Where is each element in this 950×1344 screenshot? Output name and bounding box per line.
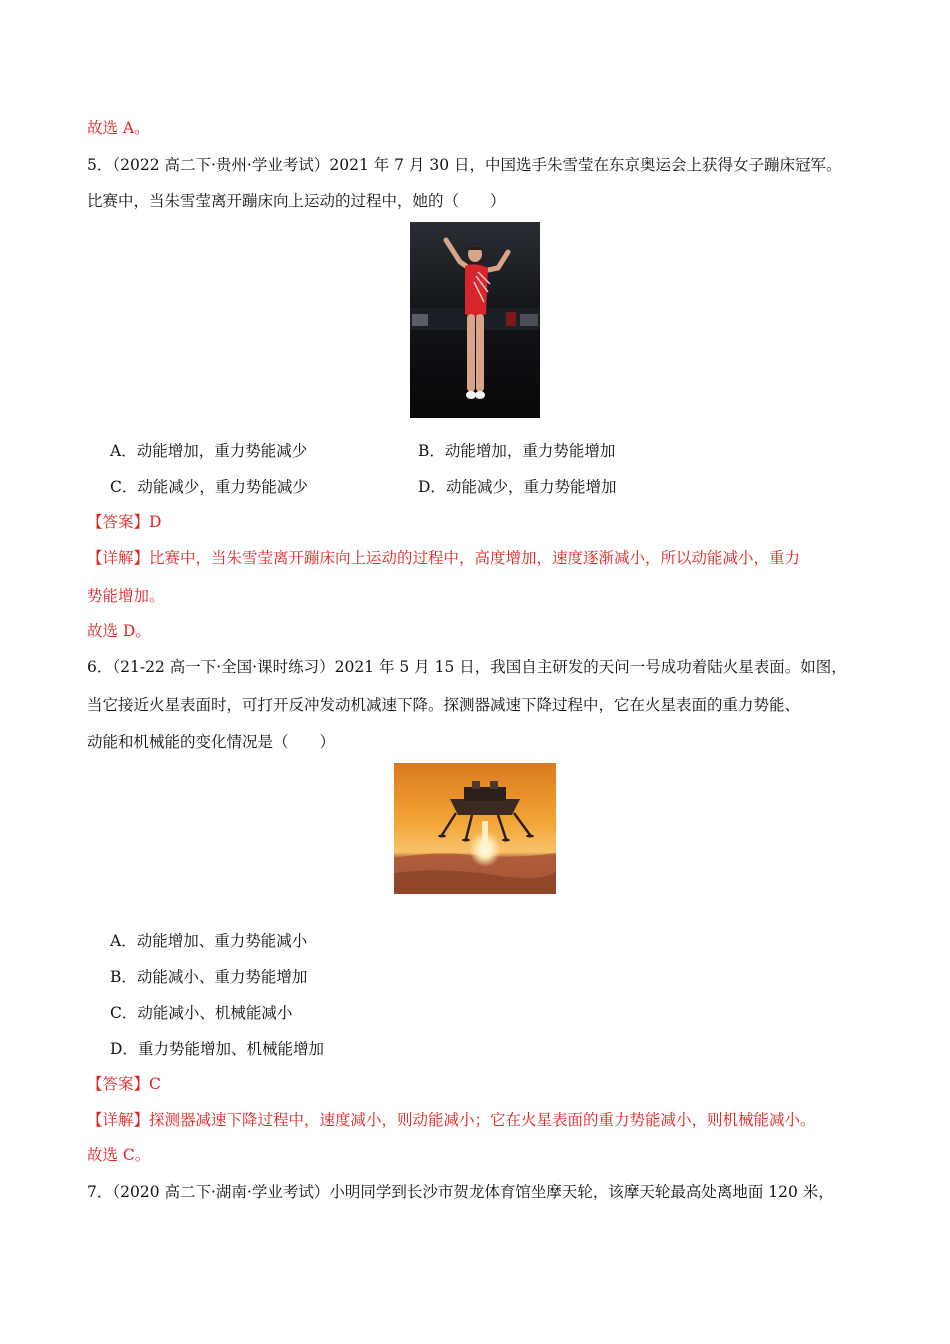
- q6-option-c: [110, 1003, 292, 1023]
- q5-stem-line2: 比赛中，当朱雪莹离开蹦床向上运动的过程中，她的（ ）: [87, 192, 506, 210]
- q5-option-b-text: 动能增加，重力势能增加: [444, 442, 616, 460]
- q6-conclusion: 故选 C。: [87, 1146, 151, 1164]
- q6-answer-tag: 【答案】: [87, 1075, 150, 1093]
- q7-stem-text: 小明同学到长沙市贺龙体育馆坐摩天轮，该摩天轮最高处离地面 120 米，: [329, 1183, 834, 1201]
- q6-option-d-text: 重力势能增加、机械能增加: [137, 1040, 324, 1058]
- q5-option-a-text: 动能增加，重力势能减少: [136, 442, 308, 460]
- q5-answer-value: D: [149, 513, 162, 531]
- q5-source: （2022 高二下·贵州·学业考试）: [112, 156, 330, 174]
- q6-number: 6．: [87, 658, 113, 676]
- q5-option-d-text: 动能减少，重力势能增加: [445, 478, 617, 496]
- q5-analysis-tag: 【详解】: [87, 549, 150, 567]
- q5-number: 5．: [87, 156, 113, 174]
- q6-option-a-text: 动能增加、重力势能减小: [136, 932, 308, 950]
- mars-lander-illustration: [394, 763, 556, 894]
- q5-answer: [87, 512, 161, 532]
- q5-stem-line1: [87, 155, 842, 175]
- q5-option-d-label: D．: [418, 478, 446, 496]
- q5-conclusion: 故选 D。: [87, 622, 151, 640]
- q6-answer-value: C: [149, 1075, 161, 1093]
- q6-analysis-tag: 【详解】: [87, 1111, 150, 1129]
- mars-lander-photo: [394, 763, 556, 894]
- q5-option-c-label: C．: [110, 478, 138, 496]
- q6-option-d-label: D．: [110, 1040, 138, 1058]
- q5-analysis-text: 比赛中，当朱雪莹离开蹦床向上运动的过程中，高度增加，速度逐渐减小，所以动能减小，重力: [149, 549, 801, 567]
- q6-option-d: [110, 1039, 324, 1059]
- q6-option-a: [110, 931, 307, 951]
- q7-stem-line1: [87, 1182, 834, 1202]
- q5-analysis-line1: [87, 548, 800, 568]
- q5-option-d: [418, 477, 616, 497]
- q5-option-c: [110, 477, 308, 497]
- q5-option-a-label: A．: [110, 442, 137, 460]
- trampoline-athlete-photo: [410, 222, 540, 418]
- q6-stem-line3: 动能和机械能的变化情况是（ ）: [87, 733, 336, 751]
- q6-answer: [87, 1074, 161, 1094]
- trampoline-athlete-illustration: [410, 222, 540, 418]
- q6-source: （21-22 高一下·全国·课时练习）: [112, 658, 335, 676]
- q6-stem-line2: 当它接近火星表面时，可打开反冲发动机减速下降。探测器减速下降过程中，它在火星表面的重力势能、: [87, 696, 801, 714]
- q7-source: （2020 高二下·湖南·学业考试）: [112, 1183, 330, 1201]
- q5-option-b: [418, 441, 615, 461]
- q6-analysis-line1: [87, 1110, 816, 1130]
- q5-stem-text: 2021 年 7 月 30 日，中国选手朱雪莹在东京奥运会上获得女子蹦床冠军。: [329, 156, 842, 174]
- q6-option-c-label: C．: [110, 1004, 138, 1022]
- q6-stem-line1: [87, 657, 847, 677]
- q6-option-b-text: 动能减小、重力势能增加: [136, 968, 308, 986]
- q5-answer-tag: 【答案】: [87, 513, 150, 531]
- q6-analysis-text: 探测器减速下降过程中，速度减小，则动能减小；它在火星表面的重力势能减小，则机械能减小。: [149, 1111, 816, 1129]
- prev-conclusion: 故选 A。: [87, 119, 150, 137]
- q6-option-b: [110, 967, 307, 987]
- q6-option-c-text: 动能减小、机械能减小: [137, 1004, 293, 1022]
- q6-stem-text: 2021 年 5 月 15 日，我国自主研发的天问一号成功着陆火星表面。如图，: [334, 658, 847, 676]
- q7-number: 7．: [87, 1183, 113, 1201]
- q5-option-a: [110, 441, 307, 461]
- q5-option-c-text: 动能减少，重力势能减少: [137, 478, 308, 496]
- q6-option-b-label: B．: [110, 968, 137, 986]
- q6-option-a-label: A．: [110, 932, 137, 950]
- q5-analysis-line2: 势能增加。: [87, 587, 165, 605]
- q5-option-b-label: B．: [418, 442, 445, 460]
